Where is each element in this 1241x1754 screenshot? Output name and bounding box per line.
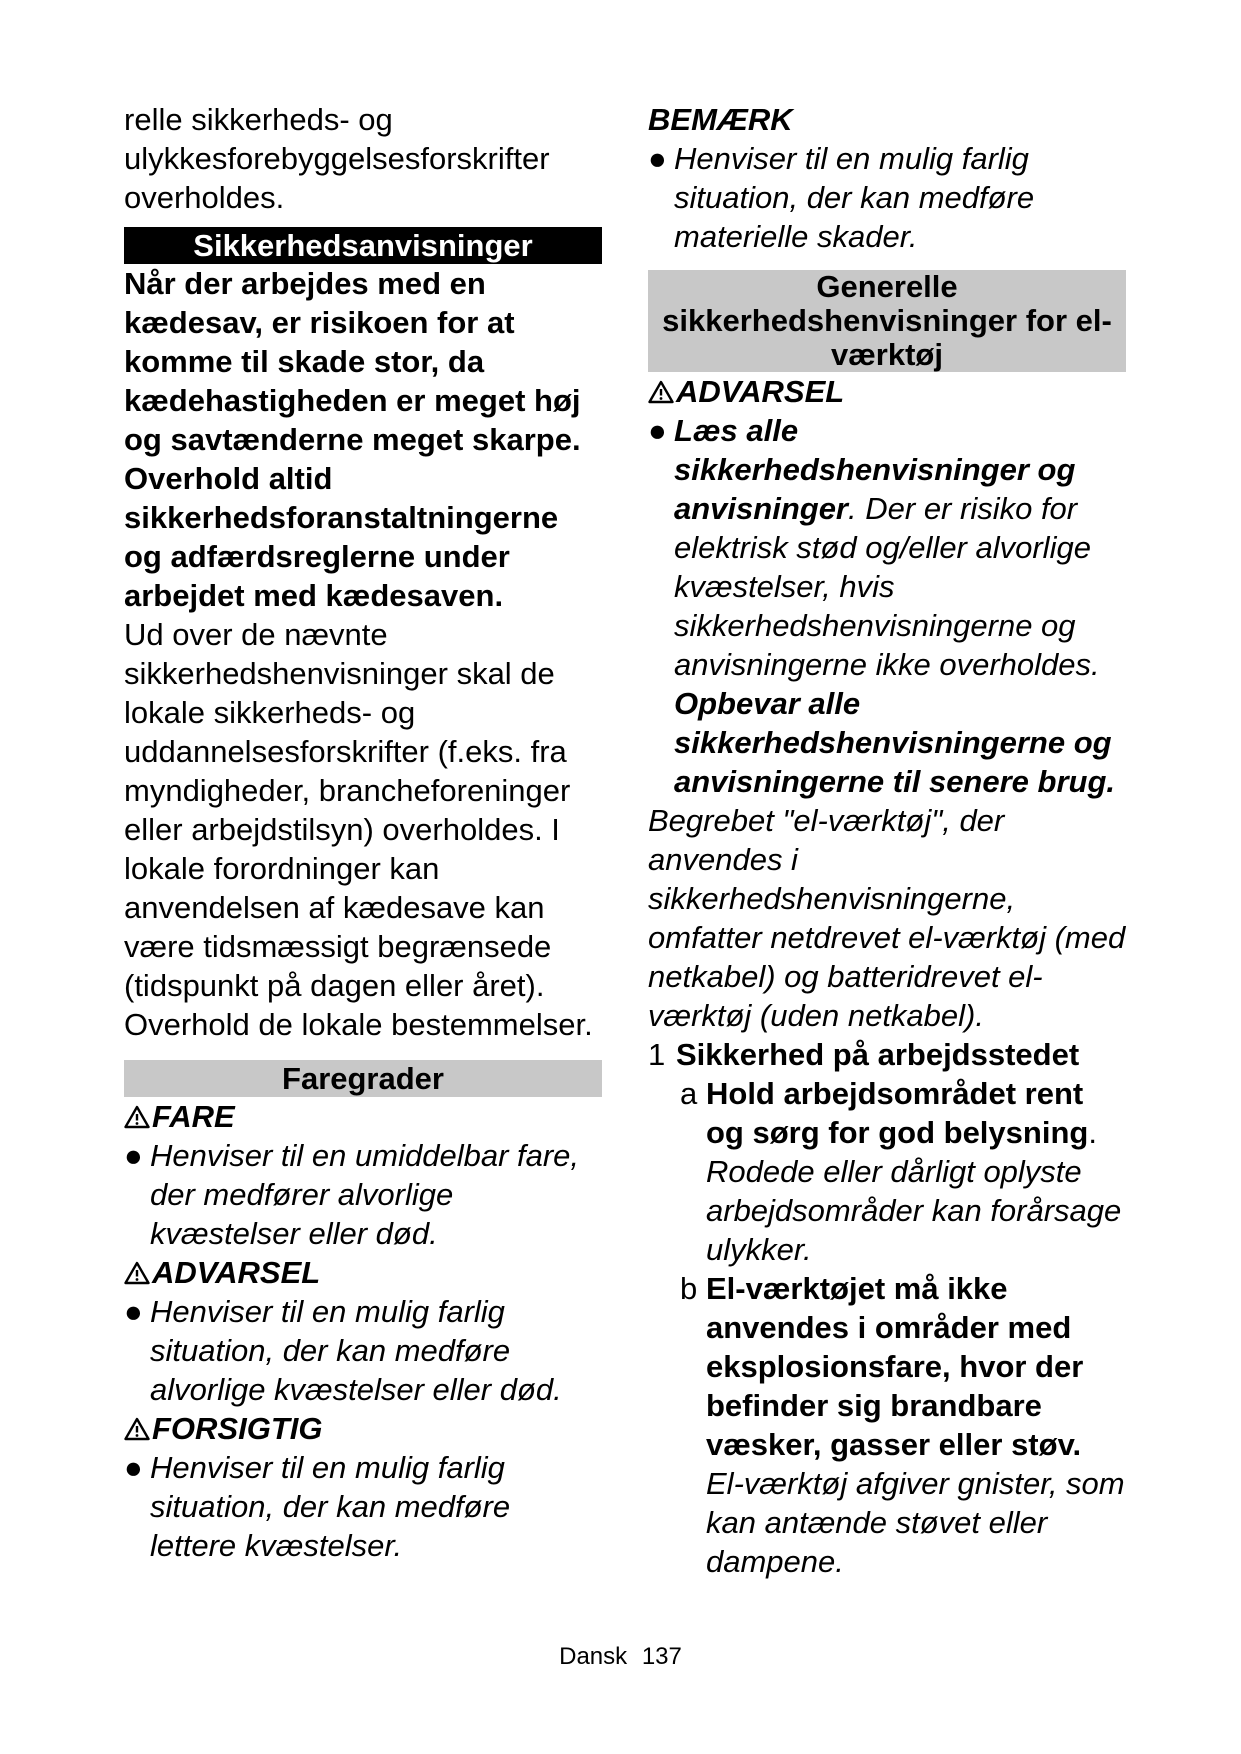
note-text: ● Henviser til en mulig farlig situation, der kan medføre materielle skader. xyxy=(648,141,1035,254)
item-a: a Hold arbejdsområdet rent og sørg for god belysning. Rodede eller dårligt oplyste arbejdsområder kan forårsage ulykker. xyxy=(648,1074,1126,1269)
warning-text: ● Læs alle sikkerhedshenvisninger og anvisninger. Der er risiko for elektrisk stød og/eller alvorlige kvæstelser, hvis sikkerhedshenvisningerne og anvisningerne ikke overholdes. Opbevar alle sikkerhedshenvisningerne og anvisningerne til senere brug. xyxy=(648,413,1116,799)
warning-triangle-icon xyxy=(124,1261,150,1285)
note-label: BEMÆRK xyxy=(648,102,793,137)
warning-label: ADVARSEL xyxy=(648,372,1126,411)
safety-heading: Sikkerhedsanvisninger xyxy=(124,227,602,264)
safety-text: Ud over de nævnte sikkerhedshenvisninger skal de lokale sikkerheds- og uddannelsesforskrifter (f.eks. fra myndigheder, brancheforeninger eller arbejdstilsyn) overholdes. I lokale forordninger kan anvendelsen af kædesave kan være tidsmæssigt begrænsede (tidspunkt på dagen eller året). Overhold de lokale bestemmelser. xyxy=(124,617,593,1042)
level-advarsel-label: ADVARSEL xyxy=(124,1253,602,1292)
item-b: b El-værktøjet må ikke anvendes i områder med eksplosionsfare, hvor der befinder sig brandbare væsker, gasser eller støv. El-værktøj afgiver gnister, som kan antænde støvet eller dampene. xyxy=(680,1271,1125,1579)
intro-text: relle sikkerheds- og ulykkesforebyggelsesforskrifter overholdes. xyxy=(124,102,550,215)
page-footer xyxy=(0,1642,1241,1672)
page-number: 137 xyxy=(641,1643,682,1670)
left-column xyxy=(124,100,602,1565)
warning-triangle-icon xyxy=(124,1105,150,1129)
general-heading: Generelle sikkerhedshenvisninger for el-værktøj xyxy=(648,270,1126,372)
section-heading: 1 Sikkerhed på arbejdsstedet xyxy=(648,1037,1080,1072)
term-text: Begrebet "el-værktøj", der anvendes i sikkerhedshenvisningerne, omfatter netdrevet el-værktøj (med netkabel) og batteridrevet el-værktøj (uden netkabel). xyxy=(648,803,1126,1033)
warning-triangle-icon xyxy=(648,380,674,404)
item-a-text: Rodede eller dårligt oplyste arbejdsområder kan forårsage ulykker. xyxy=(706,1154,1122,1267)
warning-triangle-icon xyxy=(124,1417,150,1441)
level-forsigtig-label: FORSIGTIG xyxy=(124,1409,602,1448)
level-forsigtig-text: ● Henviser til en mulig farlig situation, der kan medføre lettere kvæstelser. xyxy=(124,1450,511,1563)
levels-heading: Faregrader xyxy=(124,1060,602,1097)
level-fare-label: FARE xyxy=(124,1097,602,1136)
level-fare-text: ● Henviser til en umiddelbar fare, der medfører alvorlige kvæstelser eller død. xyxy=(124,1138,580,1251)
item-b-text: El-værktøj afgiver gnister, som kan antænde støvet eller dampene. xyxy=(706,1466,1125,1579)
footer-language: Dansk xyxy=(559,1643,628,1670)
safety-bold-text: Når der arbejdes med en kædesav, er risikoen for at komme til skade stor, da kædehastigheden er meget høj og savtænderne meget skarpe. Overhold altid sikkerhedsforanstaltningerne og adfærdsreglerne under arbejdet med kædesaven. xyxy=(124,266,581,613)
right-column xyxy=(648,100,1126,1581)
level-advarsel-text: ● Henviser til en mulig farlig situation, der kan medføre alvorlige kvæstelser eller død. xyxy=(124,1294,562,1407)
